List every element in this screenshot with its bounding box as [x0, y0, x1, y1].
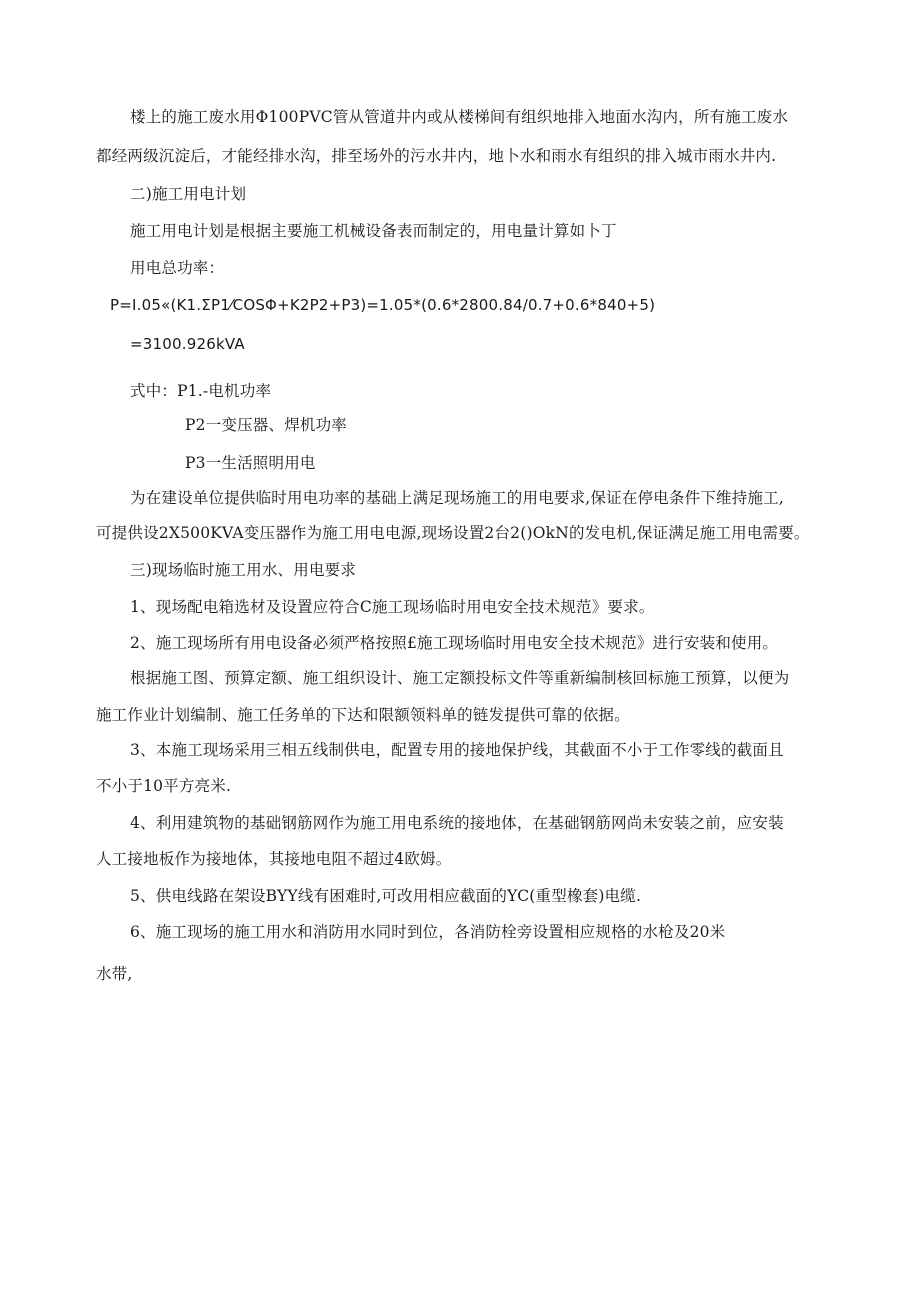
paragraph-line-2: 都经两级沉淀后，才能经排水沟，排至场外的污水井内，地卜水和雨水有组织的排入城市雨水井内.	[96, 147, 777, 165]
item-1: 1、现场配电箱选材及设置应符合C施工现场临时用电安全技术规范》要求。	[130, 598, 655, 616]
legend-p2: P2一变压器、焊机功率	[185, 416, 347, 434]
item-5: 5、供电线路在架设BYY线有困难时,可改用相应截面的YC(重型橡套)电缆.	[130, 887, 642, 905]
paragraph-line-1: 楼上的施工废水用Φ100PVC管从管道井内或从楼梯间有组织地排入地面水沟内，所有施工废水	[130, 108, 789, 126]
item-6-cont: 水带,	[96, 965, 133, 983]
item-6: 6、施工现场的施工用水和消防用水同时到位，各消防栓旁设置相应规格的水枪及20米	[130, 923, 726, 941]
legend-p1: 式中：P1.-电机功率	[130, 382, 272, 400]
item-3: 3、本施工现场采用三相五线制供电，配置专用的接地保护线，其截面不小于工作零线的截面且	[130, 741, 784, 759]
paragraph-line-7: 施工作业计划编制、施工任务单的下达和限额领料单的链发提供可靠的依据。	[96, 706, 630, 724]
section-heading-power-plan: 二)施工用电计划	[130, 185, 247, 203]
item-2: 2、施工现场所有用电设备必须严格按照£施工现场临时用电安全技术规范》进行安装和使用。	[130, 634, 779, 652]
paragraph-line-3: 施工用电计划是根据主要施工机械设备表而制定的，用电量计算如卜丁	[130, 222, 617, 240]
item-3-cont: 不小于10平方亮米.	[96, 777, 232, 795]
paragraph-line-4: 为在建设单位提供临时用电功率的基础上满足现场施工的用电要求,保证在停电条件下维持施工,	[130, 489, 784, 507]
formula-line: P=I.05«(K1.ΣP1⁄COSΦ+K2P2+P3)=1.05*(0.6*2800.84/0.7+0.6*840+5)	[110, 296, 656, 314]
paragraph-line-6: 根据施工图、预算定额、施工组织设计、施工定额投标文件等重新编制核回标施工预算，以便为	[130, 669, 790, 687]
item-4-cont: 人工接地板作为接地体，其接地电阻不超过4欧姆。	[96, 850, 452, 868]
item-4: 4、利用建筑物的基础钢筋网作为施工用电系统的接地体，在基础钢筋网尚未安装之前，应安装	[130, 814, 784, 832]
label-total-power: 用电总功率：	[130, 259, 225, 277]
paragraph-line-5: 可提供设2X500KVA变压器作为施工用电电源,现场设置2台2()OkN的发电机,保证满足施工用电需要。	[96, 524, 810, 542]
legend-p3: P3一生活照明用电	[185, 454, 316, 472]
section-heading-requirements: 三)现场临时施工用水、用电要求	[130, 561, 357, 579]
formula-result: =3100.926kVA	[130, 335, 245, 353]
